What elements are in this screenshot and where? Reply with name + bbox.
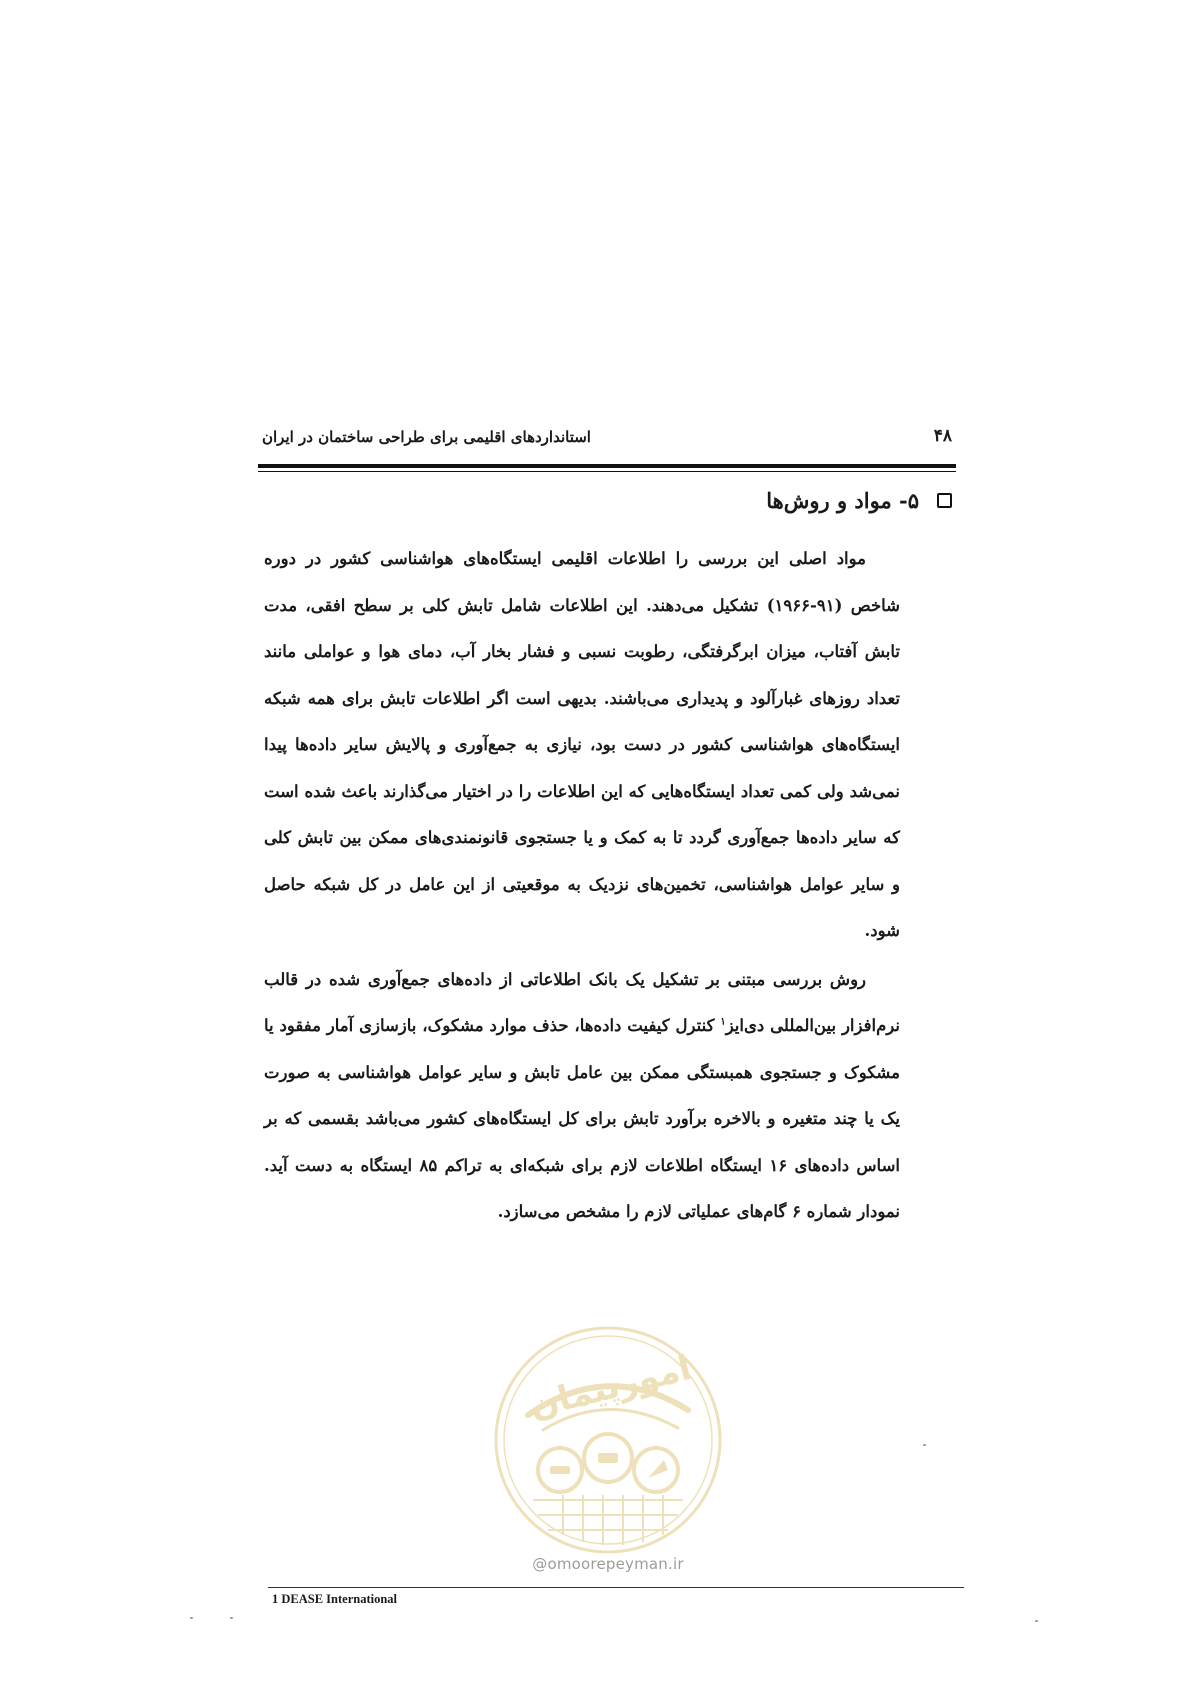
body-text [264, 536, 900, 1236]
paragraph-2-text: روش بررسی مبتنی بر تشکیل یک بانک اطلاعاتی از داده‌های جمع‌آوری شده در قالب نرم‌افزار بین‌المللی دی‌ایز [264, 969, 900, 1035]
scan-speck [190, 1617, 193, 1619]
paragraph-2 [264, 957, 900, 1236]
section-title: ۵- مواد و روش‌ها [766, 488, 919, 513]
footnote-reference: ۱ [720, 1016, 726, 1028]
square-bullet-icon [937, 493, 952, 508]
header-rule-thin [258, 471, 956, 472]
scan-speck [230, 1617, 233, 1619]
watermark-seal-icon [488, 1320, 728, 1560]
at-icon: @ [532, 1555, 548, 1573]
watermark-url-text: omoorepeyman.ir [547, 1555, 684, 1573]
paragraph-2-continuation: کنترل کیفیت داده‌ها، حذف موارد مشکوک، بازسازی آمار مفقود یا مشکوک و جستجوی همبستگی ممکن بین عامل تابش و سایر عوامل هواشناسی به صورت یک یا چند متغیره و بالاخره برآورد تابش برای کل ایستگاه‌های کشور می‌باشد بقسمی که بر اساس داده‌های ۱۶ ایستگاه اطلاعات لازم برای شبکه‌ای به تراکم ۸۵ ایستگاه به دست آید. نمودار شماره ۶ گام‌های عملیاتی لازم را مشخص می‌سازد. [264, 1016, 900, 1221]
scan-speck [1035, 1620, 1038, 1622]
watermark-logo-text: امورپیمان [525, 1347, 696, 1427]
book-title: استانداردهای اقلیمی برای طراحی ساختمان در ایران [262, 428, 591, 446]
section-heading [766, 488, 952, 513]
scan-speck [923, 1444, 926, 1446]
footnote: 1 DEASE International [272, 1592, 398, 1606]
watermark-logo [488, 1320, 728, 1560]
paragraph-1: مواد اصلی این بررسی را اطلاعات اقلیمی ایستگاه‌های هواشناسی کشور در دوره شاخص (۹۱-۱۹۶۶) تشکیل می‌دهند. این اطلاعات شامل تابش کلی بر سطح افقی، مدت تابش آفتاب، میزان ابرگرفتگی، رطوبت نسبی و فشار بخار آب، دمای هوا و عواملی مانند تعداد روزهای غبارآلود و پدیداری می‌باشند. بدیهی است اگر اطلاعات تابش برای همه شبکه ایستگاه‌های هواشناسی کشور در دست بود، نیازی به جمع‌آوری و پالایش سایر داده‌ها پیدا نمی‌شد ولی کمی تعداد ایستگاه‌هایی که این اطلاعات را در اختیار می‌گذارند باعث شده است که سایر داده‌ها جمع‌آوری گردد تا به کمک و یا جستجوی قانونمندی‌های ممکن بین تابش کلی و سایر عوامل هواشناسی، تخمین‌های نزدیک به موقعیتی از این عامل در کل شبکه حاصل شود. [264, 549, 900, 940]
watermark-url [493, 1555, 723, 1573]
running-header [262, 426, 952, 454]
page-number: ۴۸ [933, 426, 952, 446]
header-rule-thick [258, 464, 956, 468]
footnote-rule [268, 1587, 964, 1588]
